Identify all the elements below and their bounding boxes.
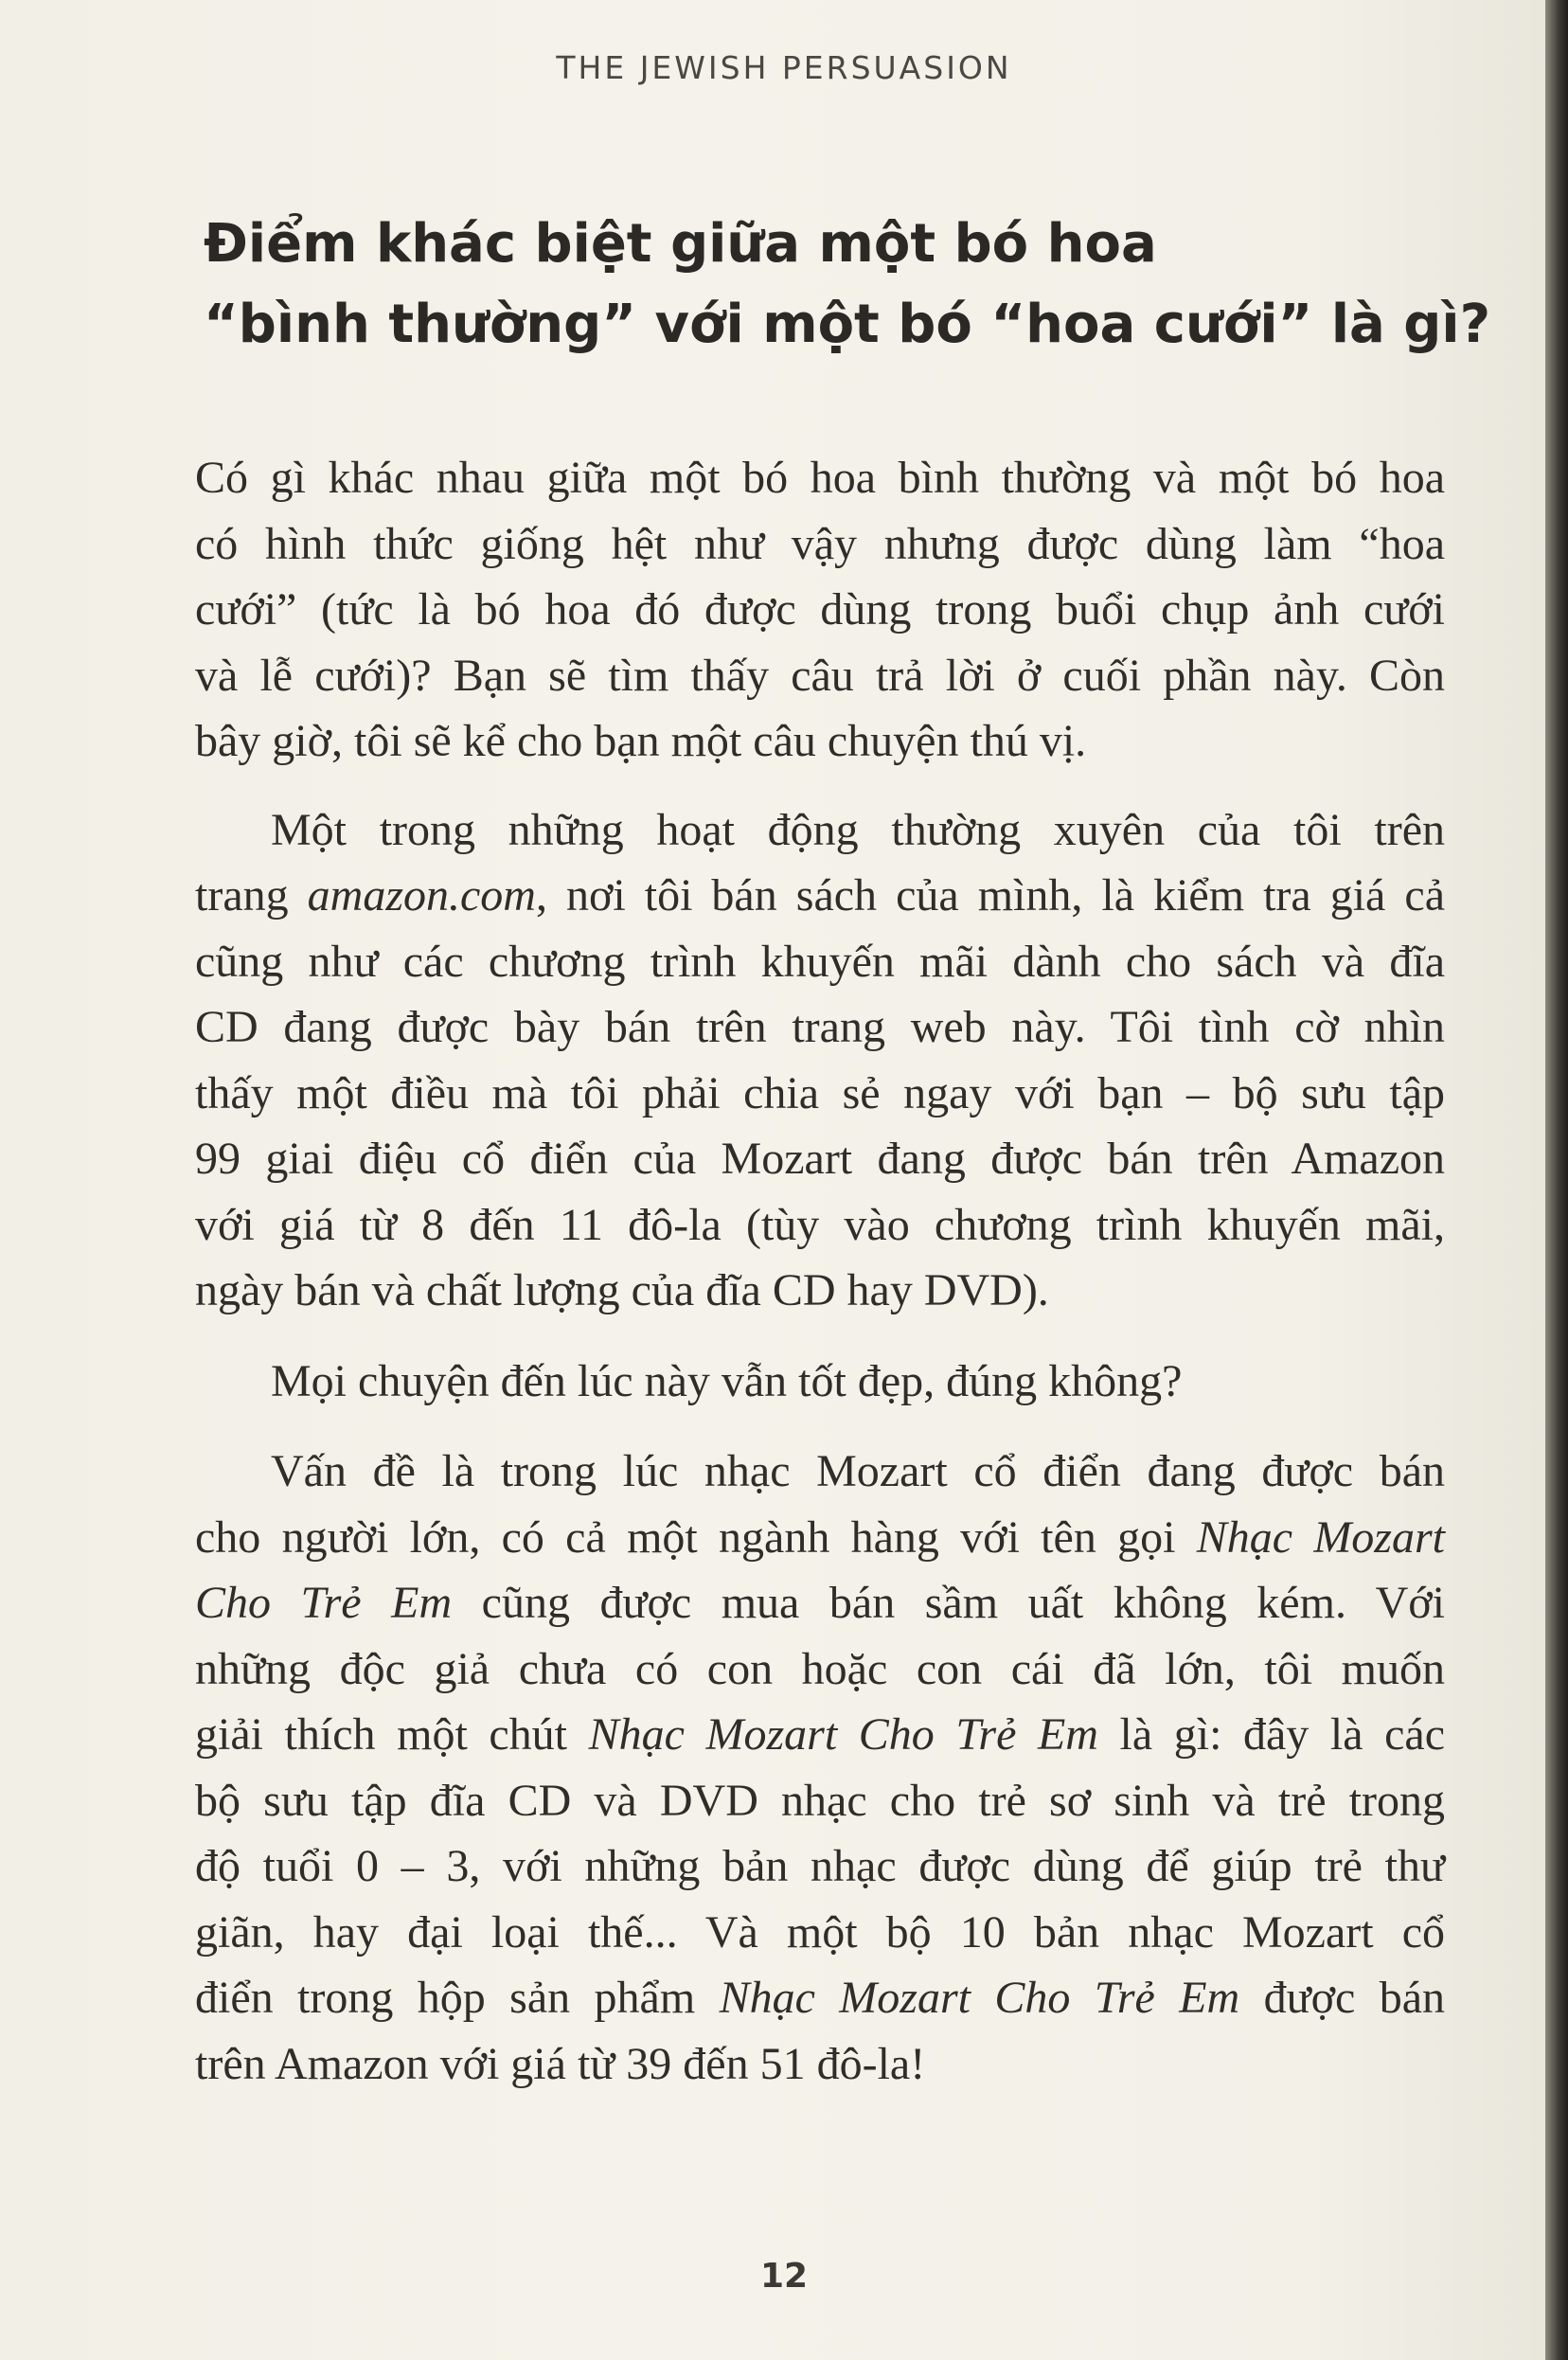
text-line: với giá từ 8 đến 11 đô-la (tùy vào chương trình khuyến mãi, [195, 1199, 1445, 1250]
text-line: bộ sưu tập đĩa CD và DVD nhạc cho trẻ sơ sinh và trẻ trong [195, 1775, 1445, 1826]
text-segment: cho người lớn, có cả một ngành hàng với tên gọi [195, 1511, 1197, 1563]
text-segment: là gì: đây là các [1097, 1709, 1446, 1760]
text-line [195, 863, 1445, 929]
text-line: Có gì khác nhau giữa một bó hoa bình thường và một bó hoa [195, 453, 1445, 503]
text-line: Một trong những hoạt động thường xuyên của tôi trên [271, 804, 1445, 855]
text-segment: được bán [1239, 1973, 1446, 2023]
product-name: Cho Trẻ Em [195, 1578, 453, 1628]
text-line: trên Amazon với giá từ 39 đến 51 đô-la! [195, 2038, 926, 2089]
page-number: 12 [759, 2257, 809, 2296]
text-segment: , nơi tôi bán sách của mình, là kiểm tra giá cả [535, 870, 1445, 921]
body-text [195, 445, 1445, 2121]
page-edge-shadow [1545, 0, 1568, 2360]
running-header: THE JEWISH PERSUASION [556, 49, 1012, 86]
text-line: cưới” (tức là bó hoa đó được dùng trong buổi chụp ảnh cưới [195, 584, 1445, 635]
text-line: ngày bán và chất lượng của đĩa CD hay DVD). [195, 1265, 1049, 1315]
text-segment: giải thích một chút [195, 1709, 589, 1760]
paragraph-4 [195, 1439, 1445, 2097]
chapter-title [204, 204, 1491, 365]
paragraph-1 [195, 445, 1445, 775]
chapter-title-line-2: “bình thường” với một bó “hoa cưới” là gì? [204, 294, 1491, 355]
text-line [195, 1570, 1445, 1636]
text-segment: điển trong hộp sản phẩm [195, 1973, 720, 2023]
paragraph-3 [195, 1349, 1445, 1415]
website-name: amazon.com [307, 870, 536, 921]
text-line [195, 1965, 1445, 2031]
text-line: thấy một điều mà tôi phải chia sẻ ngay với bạn – bộ sưu tập [195, 1067, 1445, 1118]
text-line: có hình thức giống hệt như vậy nhưng được dùng làm “hoa [195, 518, 1445, 569]
product-name: Nhạc Mozart [1196, 1511, 1445, 1563]
text-line: cũng như các chương trình khuyến mãi dành cho sách và đĩa [195, 936, 1445, 987]
text-line: và lễ cưới)? Bạn sẽ tìm thấy câu trả lời ở cuối phần này. Còn [195, 650, 1445, 701]
product-name: Nhạc Mozart Cho Trẻ Em [719, 1973, 1240, 2023]
text-line: Vấn đề là trong lúc nhạc Mozart cổ điển đang được bán [271, 1446, 1445, 1496]
text-segment: cũng được mua bán sầm uất không kém. Với [452, 1578, 1445, 1628]
text-line: Mọi chuyện đến lúc này vẫn tốt đẹp, đúng không? [271, 1355, 1183, 1406]
product-name: Nhạc Mozart Cho Trẻ Em [588, 1709, 1098, 1760]
chapter-title-line-1: Điểm khác biệt giữa một bó hoa [204, 213, 1157, 275]
text-line: những độc giả chưa có con hoặc con cái đã lớn, tôi muốn [195, 1643, 1445, 1694]
text-line: CD đang được bày bán trên trang web này. Tôi tình cờ nhìn [195, 1002, 1445, 1052]
text-line [195, 1702, 1445, 1768]
text-line: giãn, hay đại loại thế... Và một bộ 10 bản nhạc Mozart cổ [195, 1906, 1445, 1958]
text-line [195, 1505, 1445, 1571]
paragraph-2 [195, 797, 1445, 1324]
text-segment: trang [195, 870, 308, 921]
text-line: 99 giai điệu cổ điển của Mozart đang được bán trên Amazon [195, 1134, 1445, 1184]
text-line: bây giờ, tôi sẽ kể cho bạn một câu chuyện thú vị. [195, 716, 1087, 766]
text-line: độ tuổi 0 – 3, với những bản nhạc được dùng để giúp trẻ thư [195, 1841, 1445, 1891]
